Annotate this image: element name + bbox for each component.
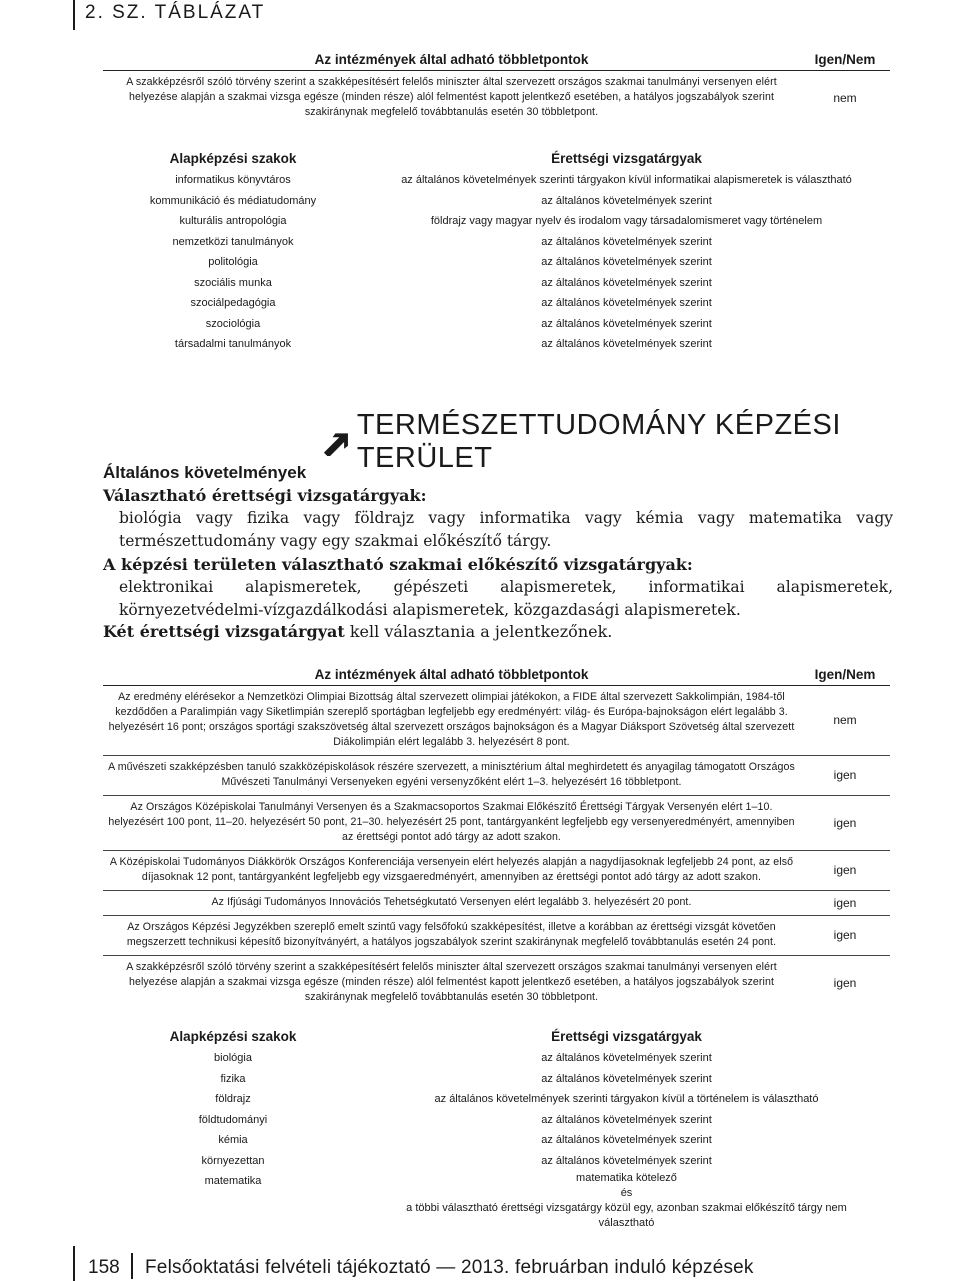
subjects-cell: az általános követelmények szerint <box>541 1072 712 1085</box>
subjects-cell: az általános követelmények szerint <box>541 1154 712 1167</box>
table-body <box>103 1048 890 1231</box>
program-name: szociális munka <box>194 276 272 289</box>
table-row <box>103 273 890 294</box>
program-name: szociálpedagógia <box>190 297 276 309</box>
table-header <box>103 52 890 71</box>
column-header-subjects: Érettségi vizsgatárgyak <box>551 151 702 166</box>
program-name: kulturális antropológia <box>179 215 287 227</box>
table-row <box>103 1130 890 1151</box>
program-name: kommunikáció és médiatudomány <box>149 194 317 207</box>
subjects-line: és <box>620 1187 633 1199</box>
yes-no-value: igen <box>833 768 857 782</box>
yes-no-value: nem <box>833 713 857 727</box>
arrow-icon <box>322 430 351 456</box>
subjects-cell: az általános követelmények szerint <box>541 1134 712 1146</box>
subjects-cell: az általános követelmények szerint <box>541 276 712 289</box>
footer-separator <box>131 1253 133 1279</box>
column-header-bonus: Az intézmények által adható többletpontok <box>314 52 589 67</box>
table-row <box>103 211 890 232</box>
subjects-cell: az általános követelmények szerinti tárgyakon kívül a történelem is választható <box>434 1093 819 1105</box>
table-row <box>103 851 890 891</box>
subjects-cell: földrajz vagy magyar nyelv és irodalom vagy társadalomismeret vagy történelem <box>430 215 823 227</box>
yes-no-value: igen <box>833 975 857 990</box>
table-row <box>103 796 890 851</box>
bonus-description: Az Országos Középiskolai Tanulmányi Versenyen és a Szakmacsoportos Szakmai Előkészítő Érettségi Tárgyak Versenyén elért 1–10. helyezésért 100 pont, 11–20. helyezésért 50 pont, 21–30. helyezésért 25 pont, tantárgyanként legfeljebb egy versenyeredményért, amennyiben az érettségi pontot adó tárgy az adott szakon. <box>108 801 795 843</box>
program-name: fizika <box>220 1072 246 1085</box>
table-row <box>103 1171 890 1231</box>
table-row <box>103 191 890 212</box>
program-name: kémia <box>218 1134 248 1146</box>
vocational-subjects-text: elektronikai alapismeretek, gépészeti alapismeretek, informatikai alapismeretek, környezetvédelmi-vízgazdálkodási alapismeretek, közgazdasági alapismeretek. <box>119 578 893 619</box>
bonus-points-table-2 <box>103 667 890 1010</box>
page-number: 158 <box>88 1257 120 1278</box>
program-name: informatikus könyvtáros <box>175 174 291 186</box>
program-name: politológia <box>208 256 258 268</box>
bonus-description: A művészeti szakképzésben tanuló szakközépiskolások részére szervezett, a minisztérium által meghirdetett és anyagilag támogatott Országos Művészeti Tanulmányi Versenyeken egyéni versenyzőként elért 1–3. helyezésért 16 többletpont. <box>108 761 795 788</box>
subjects-cell: az általános követelmények szerint <box>541 1052 712 1064</box>
table-row <box>103 1110 890 1131</box>
general-requirements <box>103 463 893 643</box>
subjects-cell <box>363 1171 890 1231</box>
programs-table-2 <box>103 1026 890 1231</box>
program-name: földrajz <box>215 1093 251 1105</box>
area-title: TERMÉSZETTUDOMÁNY KÉPZÉSI TERÜLET <box>356 409 841 474</box>
footer-rule <box>73 1246 75 1281</box>
footer-title: Felsőoktatási felvételi tájékoztató — 2013. februárban induló képzések <box>145 1257 754 1278</box>
table-row <box>103 1151 890 1172</box>
program-name: társadalmi tanulmányok <box>174 338 292 350</box>
yes-no-value: nem <box>833 90 857 105</box>
yes-no-value: igen <box>833 895 857 910</box>
table-header <box>103 667 890 686</box>
elective-subjects-label: Választható érettségi vizsgatárgyak: <box>103 486 427 505</box>
table-row <box>103 71 890 125</box>
subjects-cell: az általános követelmények szerint <box>541 317 712 330</box>
table-header <box>103 1026 890 1048</box>
table-row <box>103 1089 890 1110</box>
bonus-description: A Középiskolai Tudományos Diákkörök Országos Konferenciája versenyein elért helyezés alapján a nagydíjasoknak legfeljebb 24 pont, az első díjasoknak 12 pont, tantárgyanként legfeljebb egy vizsgaeredményért, amennyiben az érettségi pontot adó tárgy az adott szakon. <box>109 856 794 883</box>
table-row <box>103 314 890 335</box>
program-name: matematika <box>204 1175 262 1187</box>
yes-no-value: igen <box>833 815 857 830</box>
column-header-programs: Alapképzési szakok <box>169 151 297 166</box>
subjects-cell: az általános követelmények szerinti tárgyakon kívül informatikai alapismeretek is választható <box>401 174 852 186</box>
subjects-cell: az általános követelmények szerint <box>541 1113 712 1126</box>
table-row <box>103 232 890 253</box>
table-header <box>103 148 890 170</box>
table-row <box>103 1069 890 1090</box>
column-header-bonus: Az intézmények által adható többletpontok <box>314 667 589 682</box>
table-body <box>103 71 890 125</box>
table-body <box>103 170 890 355</box>
bonus-description: Az Országos Képzési Jegyzékben szereplő emelt szintű vagy felsőfokú szakképesítést, illetve a korábban az érettségi vizsgát követően megszerzett technikusi képesítő bizonyítványért, a hatályos jogszabályok szerint szakiránynak megfelelő továbbtanulás esetén 24 pont. <box>126 921 777 948</box>
subjects-cell: az általános követelmények szerint <box>541 256 712 268</box>
yes-no-value: igen <box>833 928 857 942</box>
table-row <box>103 293 890 314</box>
elective-subjects-text: biológia vagy fizika vagy földrajz vagy informatika vagy kémia vagy matematika vagy természettudomány vagy egy szakmai előkészítő tárgy. <box>119 509 893 550</box>
column-header-subjects: Érettségi vizsgatárgyak <box>551 1029 702 1044</box>
bonus-description: Az eredmény elérésekor a Nemzetközi Olimpiai Bizottság által szervezett olimpiai játékokon, a FIDE által szervezett Sakkolimpián, 1984-től kezdődően a Paralimpián vagy Siketlimpián szereplő sportágban legfeljebb egy eredményért: világ- és Európa-bajnokságon elért legalább 3. helyezésért 16 pont; országos sportági szakszövetség által szervezett országos bajnokságon és a Magyar Diáksport Szövetség által szervezett Diákolimpián elért legalább 3. helyezésért 8 pont. <box>108 691 795 748</box>
header-rule <box>73 0 75 30</box>
program-name: biológia <box>214 1052 252 1064</box>
program-name: szociológia <box>205 317 261 330</box>
subjects-line: választható <box>598 1217 655 1229</box>
subjects-cell: az általános követelmények szerint <box>541 297 712 309</box>
column-header-yes-no: Igen/Nem <box>814 52 876 67</box>
table-row <box>103 756 890 796</box>
yes-no-value: igen <box>833 863 857 877</box>
subjects-cell: az általános követelmények szerint <box>541 338 712 350</box>
bonus-description: Az Ifjúsági Tudományos Innovációs Tehetségkutató Versenyen elért legalább 3. helyezésért 20 pont. <box>211 896 692 908</box>
column-header-programs: Alapképzési szakok <box>169 1029 297 1044</box>
table-row <box>103 170 890 191</box>
table-row <box>103 916 890 956</box>
vocational-subjects-label: A képzési területen választható szakmai előkészítő vizsgatárgyak: <box>103 555 693 574</box>
requirements-title: Általános követelmények <box>103 463 307 482</box>
program-name: környezettan <box>201 1154 265 1167</box>
subjects-cell: az általános követelmények szerint <box>541 194 712 207</box>
table-row <box>103 1048 890 1069</box>
section-label: 2. SZ. TÁBLÁZAT <box>85 2 266 23</box>
program-name: nemzetközi tanulmányok <box>172 235 294 248</box>
bonus-description: A szakképzésről szóló törvény szerint a szakképesítésért felelős miniszter által szervezett országos szakmai tanulmányi versenyen elért helyezése alapján a szakmai vizsga egésze (minden része) alól felmentést kapott jelentkező esetében, a hatályos jogszabályok szerint szakiránynak megfelelő továbbtanulás esetén 30 többletpont. <box>126 76 777 118</box>
bonus-points-table-1 <box>103 52 890 125</box>
table-row <box>103 891 890 916</box>
table-row <box>103 252 890 273</box>
table-row <box>103 956 890 1010</box>
two-subjects-note <box>103 621 893 643</box>
subjects-cell: az általános követelmények szerint <box>541 235 712 248</box>
table-row <box>103 686 890 756</box>
table-body <box>103 686 890 1010</box>
program-name: földtudományi <box>198 1113 268 1126</box>
bonus-description: A szakképzésről szóló törvény szerint a szakképesítésért felelős miniszter által szervezett országos szakmai tanulmányi versenyen elért helyezése alapján a szakmai vizsga egésze (minden része) alól felmentést kapott jelentkező esetében, a hatályos jogszabályok szerint szakiránynak megfelelő továbbtanulás esetén 30 többletpont. <box>126 961 777 1003</box>
table-row <box>103 334 890 355</box>
subjects-line: matematika kötelező <box>576 1172 677 1184</box>
two-subjects-bold: Két érettségi vizsgatárgyat <box>103 622 345 641</box>
subjects-line: a többi választható érettségi vizsgatárgy közül egy, azonban szakmai előkészítő tárgy nem <box>406 1202 847 1214</box>
two-subjects-rest: kell választania a jelentkezőnek. <box>344 622 613 641</box>
column-header-yes-no: Igen/Nem <box>814 667 876 682</box>
programs-table-1 <box>103 148 890 355</box>
